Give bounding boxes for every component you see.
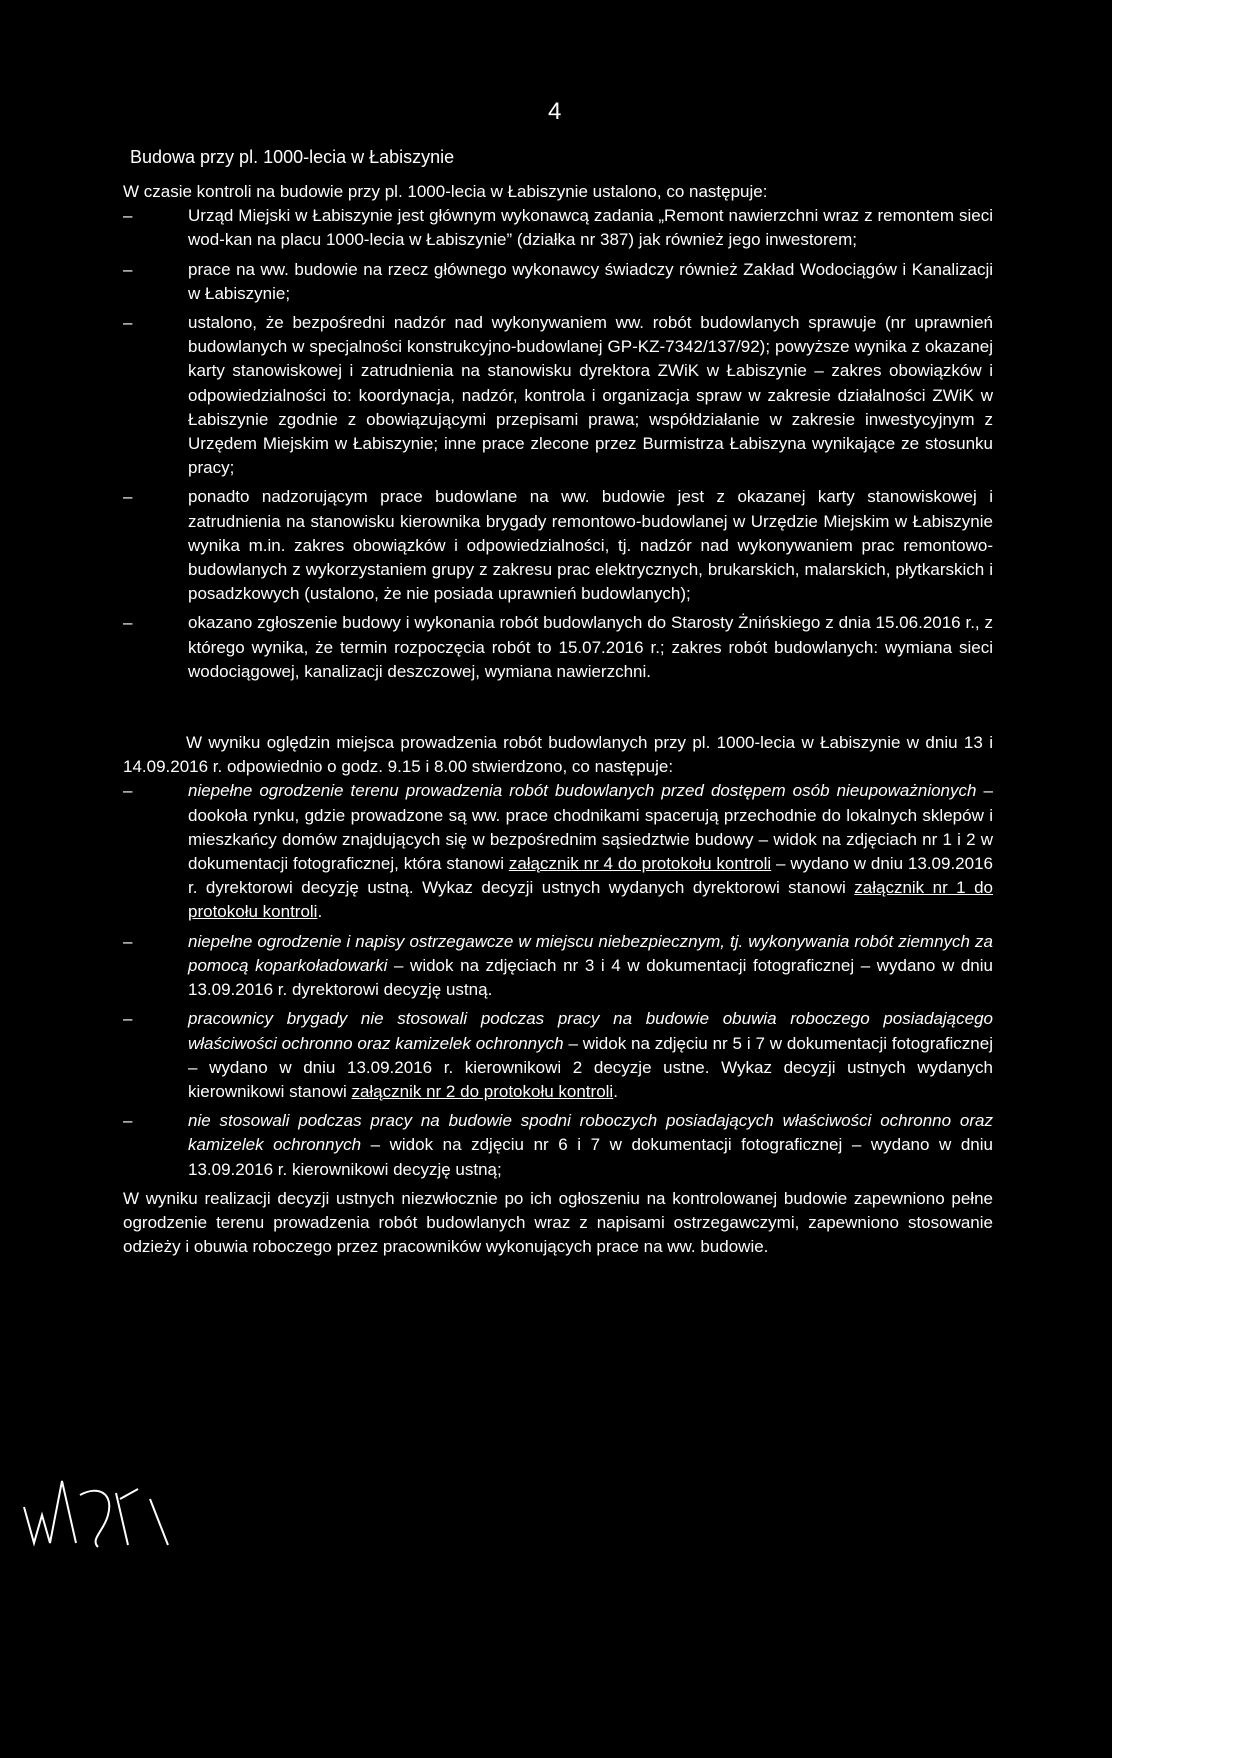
finding-text: ponadto nadzorującym prace budowlane na ww. budowie jest z okazanej karty stanowiskowej i zatrudnienia na stanowisku kierownika brygady remontowo-budowlanej w Urzędzie Miejskim w Łabiszynie wynika m.in. zakres obowiązków i odpowiedzialności, tj. nadzór nad wykonywaniem prac remontowo-budowlanych z wykorzystaniem grupy z zakresu prac elektrycznych, brukarskich, malarskich, płytkarskich i posadzkowych (ustalono, że nie posiada uprawnień budowlanych); bbox=[188, 487, 993, 604]
handwritten-signature bbox=[18, 1455, 188, 1550]
bullet-dash: – bbox=[123, 259, 133, 279]
violation-item bbox=[123, 930, 993, 1003]
page-number: 4 bbox=[548, 98, 562, 125]
spacer bbox=[123, 689, 993, 731]
attachment-link[interactable]: załącznik nr 1 do protokołu kontroli bbox=[188, 878, 993, 922]
finding-text: ustalono, że bezpośredni nadzór nad wykonywaniem ww. robót budowlanych sprawuje (nr uprawnień budowlanych w specjalności konstrukcyjno-budowlanej GP-KZ-7342/137/92); powyższe wynika z okazanej karty stanowiskowej i zatrudnienia na stanowisku dyrektora ZWiK w Łabiszynie – zakres obowiązków i odpowiedzialności to: koordynacja, nadzór, kontrola i organizacja spraw w zakresie działalności ZWiK w Łabiszynie zgodnie z obowiązującymi przepisami prawa; współdziałanie w zakresie inwestycyjnym z Urzędem Miejskim w Łabiszynie; inne prace zlecone przez Burmistrza Łabiszyna wynikające ze stosunku pracy; bbox=[188, 313, 993, 478]
finding-item bbox=[123, 611, 993, 684]
violation-text bbox=[188, 779, 993, 924]
bullet-dash: – bbox=[123, 931, 133, 951]
attachment-link[interactable]: załącznik nr 4 do protokołu kontroli bbox=[508, 854, 772, 874]
violation-item bbox=[123, 1109, 993, 1182]
violation-text bbox=[188, 1109, 993, 1182]
violation-title: pracownicy brygady nie stosowali podczas pracy na budowie obuwia roboczego posiadającego właściwości ochronno oraz kamizelek ochronnych bbox=[188, 1009, 993, 1053]
bullet-dash: – bbox=[123, 206, 133, 226]
finding-item bbox=[123, 311, 993, 480]
violation-title: niepełne ogrodzenie i napisy ostrzegawcze w miejscu niebezpiecznym, tj. wykonywania robót ziemnych za pomocą koparkoładowarki bbox=[188, 931, 993, 975]
violation-text bbox=[188, 1007, 993, 1104]
finding-text: Urząd Miejski w Łabiszynie jest głównym wykonawcą zadania „Remont nawierzchni wraz z remontem sieci wod-kan na placu 1000-lecia w Łabiszynie” (działka nr 387) jak również jego inwestorem; bbox=[188, 206, 993, 250]
finding-text: prace na ww. budowie na rzecz głównego wykonawcy świadczy również Zakład Wodociągów i Kanalizacji w Łabiszynie; bbox=[188, 259, 993, 303]
violation-body: . bbox=[613, 1081, 618, 1101]
finding-item bbox=[123, 258, 993, 306]
violation-title: niepełne ogrodzenie terenu prowadzenia robót budowlanych przed dostępem osób nieupoważnionych bbox=[188, 781, 977, 801]
violation-body: – dookoła rynku, gdzie prowadzone są ww. prace chodnikami spacerują przechodnie do lokalnych sklepów i mieszkańcy domów znajdujących się w bezpośrednim sąsiedztwie budowy – widok na zdjęciach nr 1 i 2 w dokumentacji fotograficznej, która stanowi bbox=[188, 781, 993, 874]
conclusion-paragraph: W wyniku realizacji decyzji ustnych niezwłocznie po ich ogłoszeniu na kontrolowanej budowie zapewniono pełne ogrodzenie terenu prowadzenia robót budowlanych wraz z napisami ostrzegawczymi, zapewniono stosowanie odzieży i obuwia roboczego przez pracowników wykonujących prace na ww. budowie. bbox=[123, 1188, 993, 1257]
section-heading: Budowa przy pl. 1000-lecia w Łabiszynie bbox=[130, 147, 455, 167]
violation-body: – widok na zdjęciach nr 3 i 4 w dokumentacji fotograficznej – wydano w dniu 13.09.2016 r. dyrektorowi decyzję ustną. bbox=[188, 955, 993, 1000]
violation-body: . bbox=[317, 902, 323, 922]
bullet-dash: – bbox=[123, 1009, 133, 1029]
violation-body: – widok na zdjęciu nr 6 i 7 w dokumentacji fotograficznej – wydano w dniu 13.09.2016 r. kierownikowi decyzję ustną; bbox=[188, 1135, 993, 1179]
bullet-dash: – bbox=[123, 487, 133, 507]
inspection-paragraph: W wyniku oględzin miejsca prowadzenia robót budowlanych przy pl. 1000-lecia w Łabiszynie w dniu 13 i 14.09.2016 r. odpowiednio o godz. 9.15 i 8.00 stwierdzono, co następuje: bbox=[123, 733, 993, 777]
violation-text bbox=[188, 930, 993, 1003]
violation-body: – widok na zdjęciu nr 5 i 7 w dokumentacji fotograficznej – wydano w dniu 13.09.2016 r. kierownikowi 2 decyzje ustne. Wykaz decyzji ustnych wydanych kierownikowi stanowi bbox=[188, 1033, 993, 1101]
finding-item bbox=[123, 485, 993, 606]
bullet-dash: – bbox=[123, 1111, 133, 1131]
bullet-dash: – bbox=[123, 313, 133, 333]
document-body bbox=[123, 180, 993, 1259]
violation-item bbox=[123, 779, 993, 924]
bullet-dash: – bbox=[123, 781, 133, 801]
violation-title: nie stosowali podczas pracy na budowie spodni roboczych posiadających właściwości ochronno oraz kamizelek ochronnych bbox=[188, 1111, 993, 1155]
attachment-link[interactable]: załącznik nr 2 do protokołu kontroli bbox=[351, 1081, 614, 1101]
bullet-dash: – bbox=[123, 613, 133, 633]
violation-body: – wydano w dniu 13.09.2016 r. dyrektorowi decyzję ustną. Wykaz decyzji ustnych wydanych dyrektorowi stanowi bbox=[188, 854, 993, 898]
intro-paragraph: W czasie kontroli na budowie przy pl. 1000-lecia w Łabiszynie ustalono, co następuje: bbox=[123, 182, 768, 201]
violation-item bbox=[123, 1007, 993, 1104]
finding-text: okazano zgłoszenie budowy i wykonania robót budowlanych do Starosty Żnińskiego z dnia 15.06.2016 r., z którego wynika, że termin rozpoczęcia robót to 15.07.2016 r.; zakres robót budowlanych: wymiana sieci wodociągowej, kanalizacji deszczowej, wymiana nawierzchni. bbox=[188, 613, 993, 681]
finding-item bbox=[123, 204, 993, 252]
